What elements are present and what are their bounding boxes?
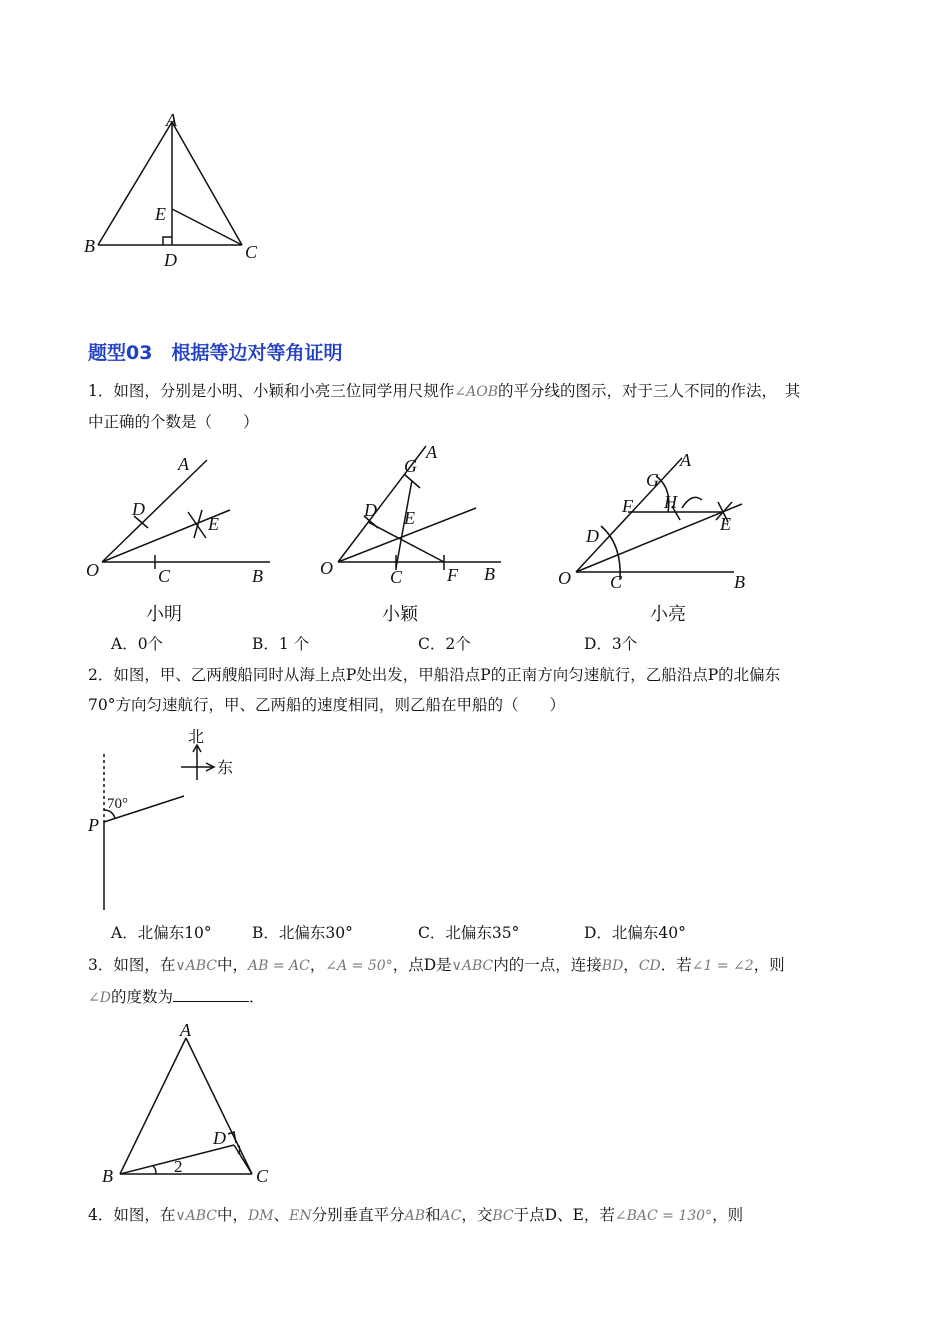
fig3-label-b: B [734,572,745,592]
q3-t10: ． [248,988,265,1006]
top-triangle-figure [80,108,270,273]
label-c: C [256,1166,269,1186]
q1-figure-xiaoliang [556,448,761,598]
arc-g [404,474,420,488]
q3-triangle-figure [96,1012,286,1187]
label-a: A [180,1020,191,1040]
q3-line1 [88,953,785,978]
q3-answer-blank[interactable] [173,985,249,1002]
fig3-label-g: G [646,470,659,490]
q1-caption-xiaoying: 小颖 [382,604,418,625]
label-e: E [155,204,166,224]
q3-t3: ， [309,956,326,974]
q2-option-c[interactable]: C．北偏东35° [418,924,520,942]
q3-tri1: ∨ABC [175,958,218,974]
q3-t2: 中， [217,956,249,974]
q4-t3: 、 [273,1206,290,1224]
q4-t4: 分别垂直平分 [311,1206,405,1224]
q1-caption-xiaoliang: 小亮 [650,604,686,625]
q3-eq3: ∠1 = ∠2 [691,958,754,974]
ray-oe [576,504,742,572]
fig2-label-o: O [320,558,333,578]
q2-number: 2． [88,666,114,684]
east-label: 东 [217,760,234,777]
q3-seg1: BD [601,958,624,974]
q3-eq1: AB = AC [248,958,310,974]
fig3-label-o: O [558,568,571,588]
q4-t6: ，交 [461,1206,493,1224]
point-p-label: P [88,815,99,835]
q4-tri: ∨ABC [175,1208,218,1224]
q3-t7: ．若 [660,956,692,974]
q3-eq2: ∠A = 50° [325,958,393,974]
fig2-label-d: D [364,500,377,520]
fig2-label-c: C [390,567,403,587]
q1-line2: 中正确的个数是（ ） [88,413,259,431]
q1-caption-xiaoming: 小明 [146,604,182,625]
fig2-label-f: F [447,565,458,585]
north-label: 北 [188,729,205,746]
q1-option-c[interactable]: C．2个 [418,635,471,653]
q4-number: 4． [88,1206,114,1224]
q3-number: 3． [88,956,114,974]
q1-angle-aob: ∠AOB [454,384,498,400]
label-angle-2: 2 [174,1157,183,1176]
label-a: A [166,110,177,130]
q2-option-a[interactable]: A．北偏东10° [111,924,212,942]
label-d: D [213,1128,226,1148]
fig3-label-d: D [586,526,599,546]
fig1-label-b: B [252,566,263,586]
q1-line1-post: 的平分线的图示，对于三人不同的作法， 其 [498,382,801,400]
q4-t8: ，则 [712,1206,744,1224]
fig3-label-a: A [680,450,691,470]
angle-2-arc [153,1166,156,1174]
q1-figure-xiaoying [316,440,516,590]
section-title: 题型03 根据等边对等角证明 [88,342,343,364]
ray-oa [102,460,207,562]
q2-option-b[interactable]: B．北偏东30° [252,924,353,942]
q1-option-a[interactable]: A．0个 [111,635,164,653]
q3-t1: 如图，在 [113,956,176,974]
right-angle-mark [163,237,172,245]
q3-line2 [88,985,265,1010]
q1-number: 1． [88,382,114,400]
fig1-label-a: A [178,454,189,474]
segment-df [368,522,444,562]
angle-label: 70° [107,796,128,812]
label-d: D [164,250,177,270]
q4-s5: BC [492,1208,514,1224]
fig1-label-o: O [86,560,99,580]
q4-t2: 中， [217,1206,249,1224]
q1-line1 [88,379,800,404]
q4-s3: AB [404,1208,426,1224]
q4-s4: AC [440,1208,462,1224]
fig3-label-h: H [664,492,677,512]
fig1-label-d: D [132,499,145,519]
q3-t9: 的度数为 [110,988,173,1006]
q2-option-d[interactable]: D．北偏东40° [584,924,686,942]
fig2-label-a: A [426,442,437,462]
q2-line2: 70°方向匀速航行，甲、乙两船的速度相同，则乙船在甲船的（ ） [88,696,565,714]
q4-line1 [88,1203,743,1228]
q3-t6: ， [623,956,639,974]
q4-t5: 和 [425,1206,441,1224]
q3-t8: ，则 [753,956,785,974]
side-ab [120,1038,186,1174]
q3-angle-d: ∠D [88,990,111,1006]
fig1-label-c: C [158,566,171,586]
q4-t7: 于点D、E，若 [513,1206,615,1224]
q2-direction-figure [80,722,250,917]
q2-line1-text: 如图，甲、乙两艘船同时从海上点P处出发，甲船沿点P的正南方向匀速航行，乙船沿点P的北偏东 [113,666,781,684]
q3-t4: ，点D是 [392,956,452,974]
q4-eq: ∠BAC = 130° [614,1208,713,1224]
fig3-label-e: E [720,514,731,534]
label-c: C [245,242,258,262]
q1-line1-pre: 如图，分别是小明、小颖和小亮三位同学用尺规作 [113,382,455,400]
q1-option-d[interactable]: D．3个 [584,635,638,653]
q4-s2: EN [289,1208,312,1224]
fig2-label-e: E [404,508,415,528]
q4-s1: DM [248,1208,274,1224]
label-angle-1: 1 [236,1142,243,1157]
q3-seg2: CD [638,958,661,974]
q1-figure-xiaoming [82,452,282,592]
fig3-label-c: C [610,572,623,592]
fig2-label-g: G [404,456,417,476]
arc-h [682,497,702,508]
q3-t5: 内的一点，连接 [493,956,602,974]
label-b: B [102,1166,113,1186]
fig3-label-f: F [622,496,633,516]
fig1-label-e: E [208,514,219,534]
label-b: B [84,236,95,256]
q4-t1: 如图，在 [113,1206,176,1224]
fig2-label-b: B [484,564,495,584]
q1-option-b[interactable]: B．1 个 [252,635,310,653]
side-ab [98,122,172,245]
q3-tri2: ∨ABC [451,958,494,974]
q2-line1 [88,663,780,687]
